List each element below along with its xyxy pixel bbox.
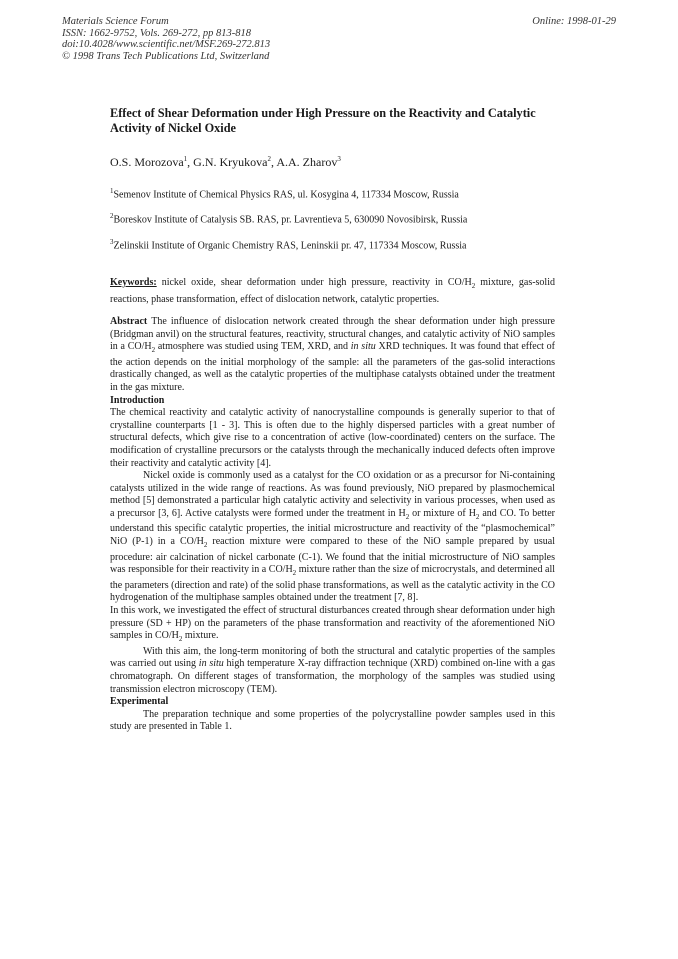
author-list: O.S. Morozova$^1$, G.N. Kryukova$^2$, A.A. Zharov$^3$: [110, 155, 341, 169]
copyright-line: © 1998 Trans Tech Publications Ltd, Switzerland: [62, 50, 270, 62]
author-sup: 2: [267, 155, 271, 163]
issn-line: ISSN: 1662-9752, Vols. 269-272, pp 813-818: [62, 27, 251, 39]
author-sup: 3: [337, 155, 341, 163]
online-date: Online: 1998-01-29: [532, 16, 616, 27]
abstract: Abstract The influence of dislocation network created through the shear deformation under high pressure (Bridgman anvil) on the structural features, reactivity, structural changes, and catalytic activity of NiO samples in a $CO/H_2$ atmosphere was studied using TEM, XRD, and in situ XRD techniques. It was found that effect of the action depends on the initial morphology of the sample: all the parameters of the gas-solid interactions drastically changed, as well as the catalytic properties of the multiphase catalysts obtained under the treatment in the gas mixture.: [110, 315, 556, 393]
author-sup: 1: [183, 155, 188, 163]
author-name: O.S. Morozova: [110, 155, 184, 169]
paper-body: [110, 106, 555, 734]
publication-info: [62, 16, 270, 62]
journal-name: Materials Science Forum: [62, 16, 169, 27]
keywords: Keywords: nickel oxide, shear deformation under high pressure, reactivity in $CO/H_2$ mixture, gas-solid reactions, phase transformation, effect of dislocation network, catalytic properties.: [110, 276, 555, 305]
affiliation-list: [110, 184, 555, 253]
intro-paragraph: With this aim, the long-term monitoring of both the structural and catalytic properties of the samples was carried out using in situ high temperature X-ray diffraction technique (XRD) combined on-line with a gas chromatograph. On different stages of transformation, the morphology of the samples was studied using transmission electron microscopy (TEM).: [110, 645, 555, 695]
affiliation: $^2$Boreskov Institute of Catalysis SB. RAS, pr. Lavrentieva 5, 630090 Novosibirsk, Russia: [110, 212, 468, 226]
intro-paragraph: The chemical reactivity and catalytic activity of nanocrystalline compounds is generally superior to that of crystalline counterparts [1 - 3]. This is often due to the highly dispersed particles with a great number of structural defects, which give rise to a concentration of active (low-coordinated) centers on the surface. The modification of crystalline precursors or the catalysts through the mechanically induced defects often improve their reactivity and catalytic activity [4].: [110, 407, 555, 469]
paper-title: Effect of Shear Deformation under High Pressure on the Reactivity and Catalytic Activity of Nickel Oxide: [110, 106, 536, 135]
author-name: A.A. Zharov: [276, 155, 338, 169]
introduction-heading: Introduction: [110, 394, 165, 406]
abstract-label: Abstract: [110, 315, 148, 327]
affiliation: $^1$Semenov Institute of Chemical Physics RAS, ul. Kosygina 4, 117334 Moscow, Russia: [110, 187, 459, 201]
intro-paragraph: In this work, we investigated the effect of structural disturbances created through shear deformation under high pressure (SD + HP) on the parameters of the phase transformation and reactivity of the aforementioned NiO samples in $CO/H_2$ mixture.: [110, 605, 555, 644]
intro-paragraph: Nickel oxide is commonly used as a catalyst for the CO oxidation or as a precursor for Ni-containing catalysts utilized in the wide range of reactions. As was found previously, NiO prepared by plasmochemical method [5] demonstrated a particular high catalytic activity and selectivity in various processes, when used as a precursor [3, 6]. Active catalysts were formed under the treatment in $H_2$ or mixture of $H_2$ and CO. To better understand this specific catalytic properties, the initial microstructure and reactivity of the “plasmochemical” NiO (P-1) in a $CO/H_2$ reaction mixture were compared to these of the NiO sample prepared by usual procedure: air calcination of nickel carbonate (C-1). We found that the initial microstructure of NiO samples was responsible for their reactivity in a $CO/H_2$ mixture rather than the size of microcrystals, and determined all the parameters (direction and rate) of the solid phase transformations, as well as the catalytic activity in the CO hydrogenation of the multiphase samples obtained under the treatment [7, 8].: [110, 470, 555, 604]
affiliation: $^3$Zelinskii Institute of Organic Chemistry RAS, Leninskii pr. 47, 117334 Moscow, Russia: [110, 237, 467, 251]
experimental-paragraph: The preparation technique and some properties of the polycrystalline powder samples used in this study are presented in Table 1.: [110, 708, 555, 733]
keywords-label: Keywords:: [110, 276, 157, 288]
experimental-heading: Experimental: [110, 696, 169, 708]
doi-line: doi:10.4028/www.scientific.net/MSF.269-272.813: [62, 39, 271, 50]
author-name: G.N. Kryukova: [193, 155, 268, 169]
